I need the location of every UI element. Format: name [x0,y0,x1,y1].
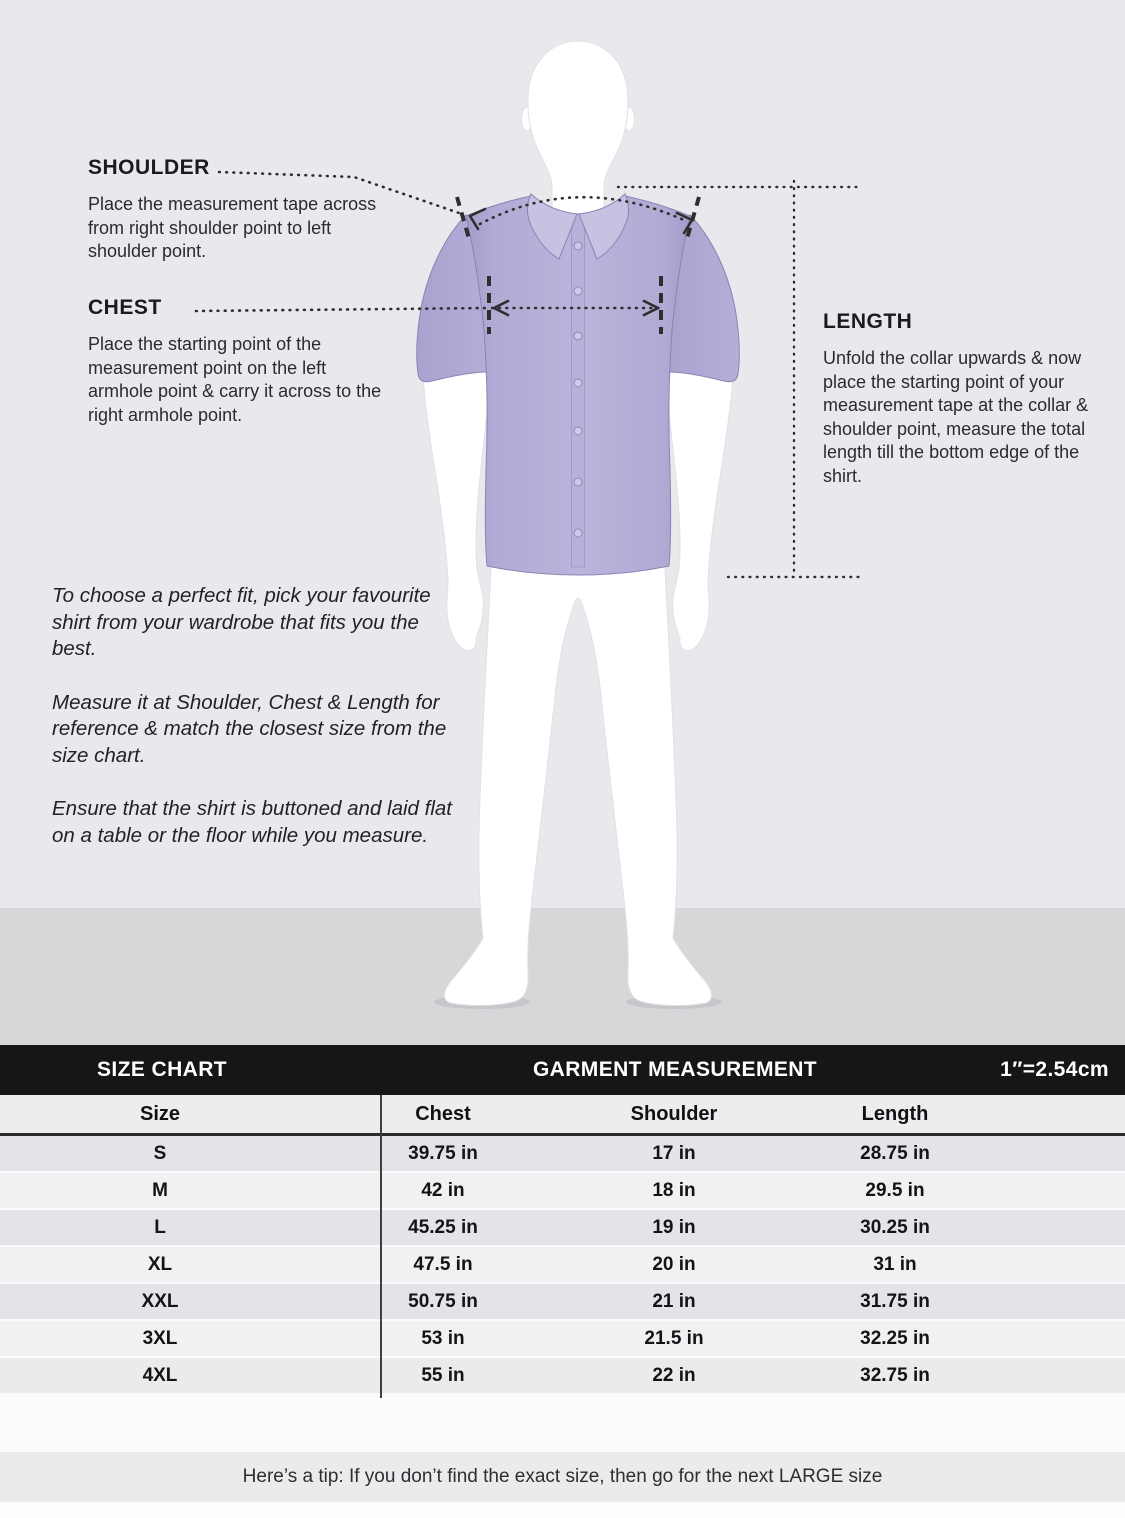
cell-shoulder: 22 in [652,1364,696,1386]
column-header-chest: Chest [415,1102,471,1125]
cell-length: 29.5 in [865,1179,925,1201]
size-chart-title-bar [0,1045,1125,1095]
chest-title: CHEST [88,296,162,319]
fit-tip-paragraph: To choose a perfect fit, pick your favourite shirt from your wardrobe that fits you the best. [52,584,431,660]
cell-length: 28.75 in [860,1142,930,1164]
length-instruction [823,310,1115,488]
cell-shoulder: 20 in [652,1253,696,1275]
cell-chest: 39.75 in [408,1142,478,1164]
chest-body: Place the starting point of the measurement point on the left armhole point & carry it across to the right armhole point. [88,334,382,425]
garment-measurement-label: GARMENT MEASUREMENT [532,1058,818,1081]
table-row [0,1136,1125,1173]
cell-length: 32.25 in [860,1327,930,1349]
cell-size: 4XL [142,1364,178,1386]
chest-instruction [88,296,393,427]
cell-size: XXL [141,1290,179,1312]
cell-length: 30.25 in [860,1216,930,1238]
table-column-divider [380,1095,382,1398]
length-body: Unfold the collar upwards & now place the starting point of your measurement tape at the collar & shoulder point, measure the total length till the bottom edge of the shirt. [823,348,1089,486]
column-header-size: Size [139,1102,181,1125]
table-row [0,1247,1125,1284]
cell-size: L [154,1216,166,1238]
cell-size: 3XL [142,1327,178,1349]
cell-length: 31.75 in [860,1290,930,1312]
fit-tip-paragraph: Ensure that the shirt is buttoned and laid flat on a table or the floor while you measure. [52,797,453,847]
cell-size: S [153,1142,167,1164]
shirt-placket [572,214,585,567]
cell-chest: 42 in [421,1179,465,1201]
table-row [0,1358,1125,1395]
cell-shoulder: 21.5 in [644,1327,704,1349]
cell-shoulder: 21 in [652,1290,696,1312]
table-row [0,1173,1125,1210]
size-chart-label: SIZE CHART [97,1058,227,1081]
footer-tip-text: Here’s a tip: If you don’t find the exact size, then go for the next LARGE size [242,1466,883,1487]
footer-tip-band [0,1452,1125,1502]
length-title: LENGTH [823,310,913,333]
cell-chest: 50.75 in [408,1290,478,1312]
cell-chest: 47.5 in [413,1253,473,1275]
cell-size: XL [147,1253,173,1275]
shoulder-body: Place the measurement tape across from right shoulder point to left shoulder point. [88,194,377,261]
unit-conversion-label: 1″=2.54cm [1000,1058,1109,1081]
cell-size: M [152,1179,168,1201]
table-row [0,1210,1125,1247]
cell-chest: 45.25 in [408,1216,478,1238]
cell-chest: 53 in [421,1327,465,1349]
table-row [0,1284,1125,1321]
shoulder-instruction [88,156,388,264]
column-header-length: Length [861,1102,929,1125]
cell-shoulder: 17 in [652,1142,696,1164]
cell-length: 32.75 in [860,1364,930,1386]
cell-shoulder: 19 in [652,1216,696,1238]
fit-tip-paragraph: Measure it at Shoulder, Chest & Length for reference & match the closest size from the size chart. [52,690,447,767]
fit-tips [52,583,464,876]
cell-shoulder: 18 in [652,1179,696,1201]
shoulder-title: SHOULDER [88,156,210,179]
cell-chest: 55 in [421,1364,465,1386]
table-row [0,1321,1125,1358]
size-table [0,1095,1125,1452]
cell-length: 31 in [873,1253,917,1275]
table-header-row [0,1095,1125,1133]
column-header-shoulder: Shoulder [630,1102,718,1125]
